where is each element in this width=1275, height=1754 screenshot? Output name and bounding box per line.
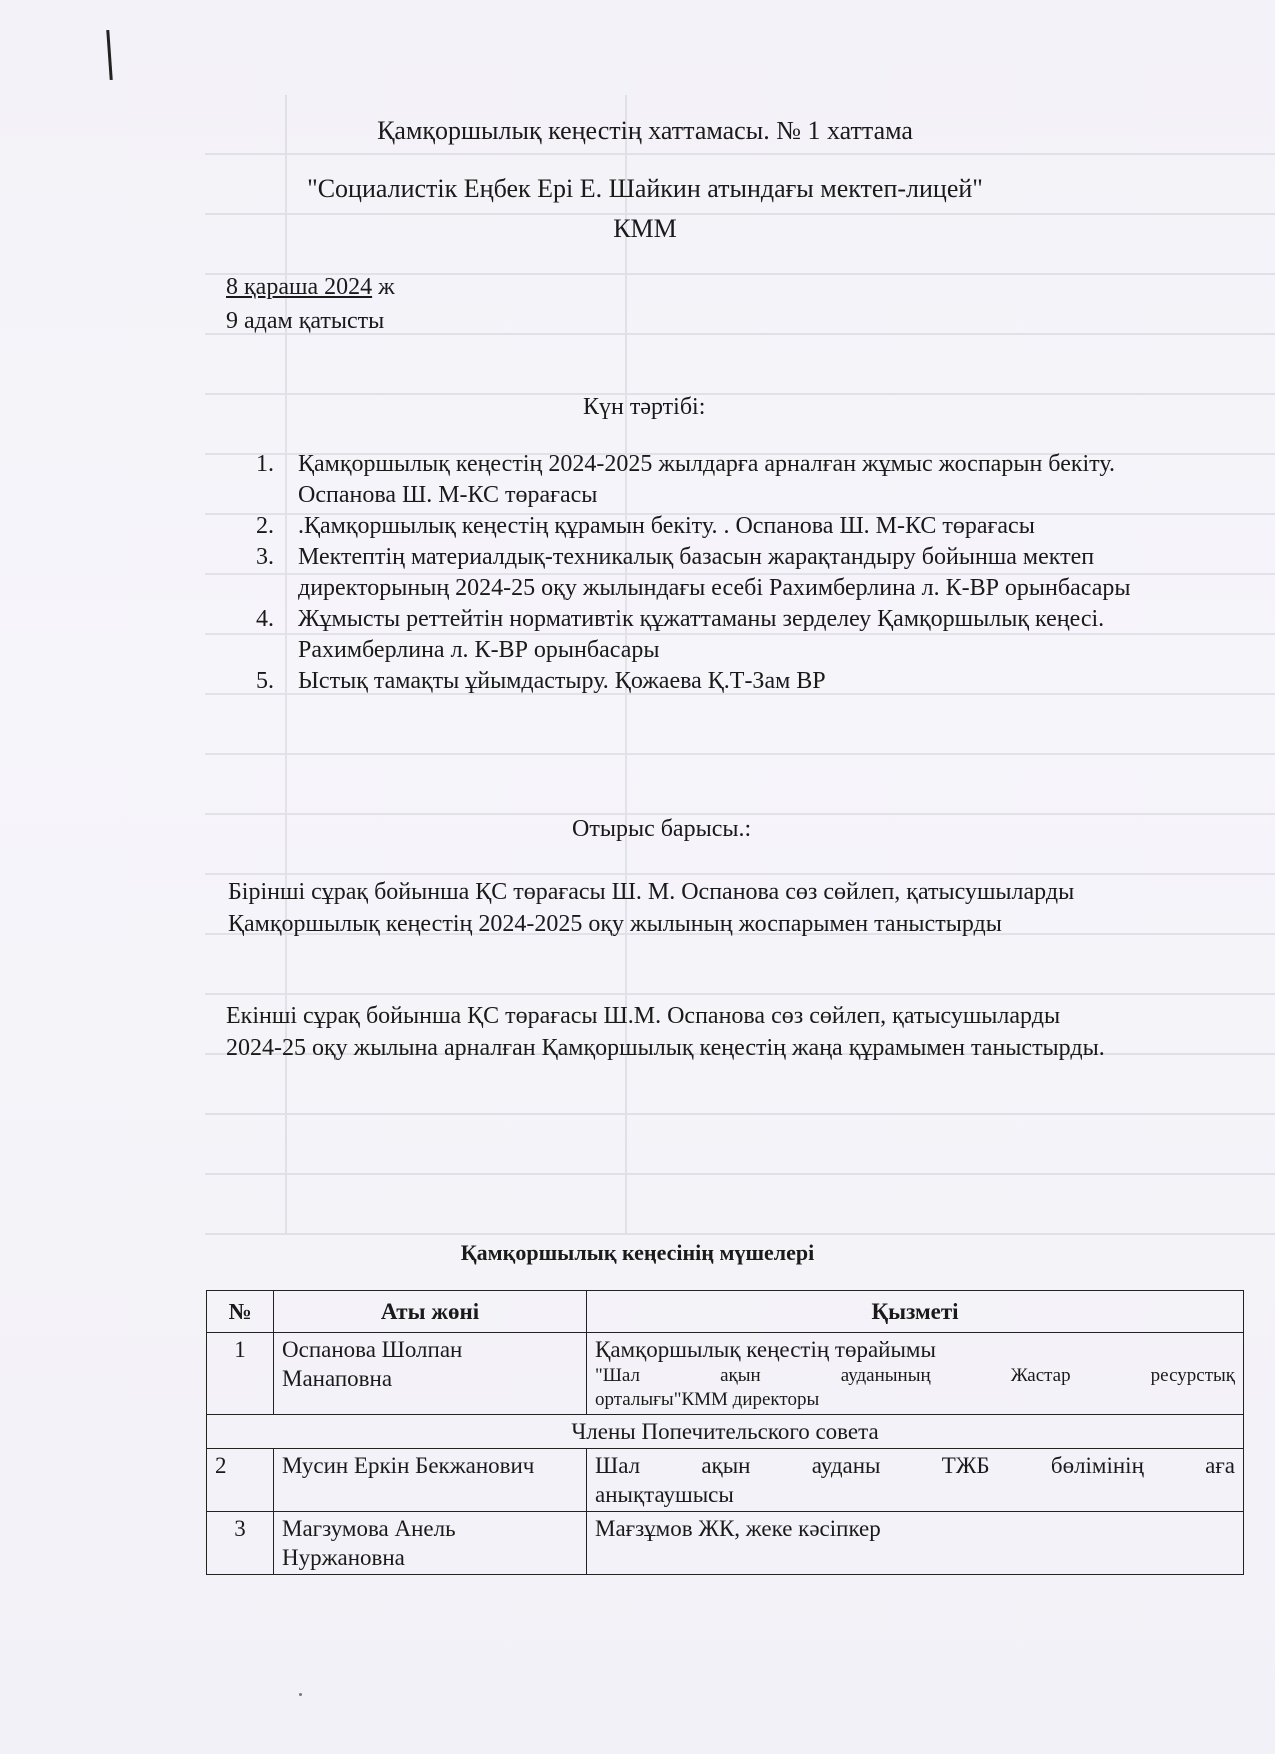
date-suffix: ж [372, 274, 395, 300]
agenda-item-text: Мектептің материалдық-техникалық базасын жарақтандыру бойынша мектеп директорының 2024-25 оқу жылындағы есебі Рахимберлина л. К-ВР орынбасары [298, 544, 1131, 601]
meeting-date [226, 274, 395, 301]
session-paragraph-2: Екінші сұрақ бойынша ҚС төрағасы Ш.М. Оспанова сөз сөйлеп, қатысушыларды 2024-25 оқу жылына арналған Қамқоршылық кеңестің жаңа құрамымен таныстырды. [226, 1003, 1105, 1061]
session-paragraph-1: Бірінші сұрақ бойынша ҚС төрағасы Ш. М. Оспанова сөз сөйлеп, қатысушыларды Қамқоршылық кеңестің 2024-2025 оқу жылының жоспарымен таныстырды [228, 879, 1075, 937]
member-name: Оспанова Шолпан Манаповна [274, 1333, 587, 1415]
protocol-title: Қамқоршылық кеңестің хаттамасы. № 1 хаттама [377, 116, 913, 145]
table-row [207, 1333, 1244, 1415]
members-table [206, 1290, 1244, 1575]
table-row [207, 1449, 1244, 1512]
agenda-item [256, 666, 1136, 697]
column-header-number: № [207, 1291, 274, 1333]
group-label: Члены Попечительского совета [207, 1415, 1244, 1449]
agenda-item-number: 3. [256, 544, 274, 570]
agenda-heading: Күн тәртібі: [583, 394, 706, 420]
member-position: Мағзұмов ЖК, жеке кәсіпкер [587, 1512, 1244, 1575]
agenda-item [256, 449, 1136, 511]
position-line-b: анықтаушысы [595, 1482, 734, 1507]
row-number: 2 [207, 1449, 274, 1512]
table-header-row [207, 1291, 1244, 1333]
position-detail-a: "Шал ақын ауданының Жастар ресурстық [595, 1365, 1235, 1386]
row-number: 3 [207, 1512, 274, 1575]
agenda-item-text: Жұмысты реттейтін нормативтік құжаттаманы зерделеу Қамқоршылық кеңесі. Рахимберлина л. К-ВР орынбасары [298, 606, 1105, 663]
position-title: Қамқоршылық кеңестің төрайымы [595, 1337, 936, 1362]
agenda-item-text: Ыстық тамақты ұйымдастыру. Қожаева Қ.Т-Зам ВР [298, 668, 826, 694]
member-name: Мусин Еркін Бекжанович [274, 1449, 587, 1512]
date-value: 8 қараша 2024 [226, 274, 373, 300]
agenda-item-number: 1. [256, 451, 274, 477]
agenda-item-number: 4. [256, 606, 274, 632]
row-number: 1 [207, 1333, 274, 1415]
agenda-item-text: .Қамқоршылық кеңестің құрамын бекіту. . Оспанова Ш. М-КС төрағасы [298, 513, 1035, 539]
member-position [587, 1333, 1244, 1415]
member-position [587, 1449, 1244, 1512]
column-header-position: Қызметі [587, 1291, 1244, 1333]
ink-dot [299, 1693, 302, 1696]
attendance-count: 9 адам қатысты [226, 308, 385, 334]
agenda-item-number: 5. [256, 668, 274, 694]
member-name: Магзумова Анель Нуржановна [274, 1512, 587, 1575]
school-name: "Социалистік Еңбек Ері Е. Шайкин атындағы мектеп-лицей" [307, 174, 983, 203]
agenda-item [256, 511, 1136, 542]
agenda-item-number: 2. [256, 513, 274, 539]
pen-mark [106, 30, 112, 80]
column-header-name: Аты жөні [274, 1291, 587, 1333]
group-row [207, 1415, 1244, 1449]
agenda-item-text: Қамқоршылық кеңестің 2024-2025 жылдарға арналған жұмыс жоспарын бекіту. Оспанова Ш. М-КС төрағасы [298, 451, 1115, 508]
agenda-list [256, 449, 1136, 697]
session-heading: Отырыс барысы.: [572, 816, 752, 842]
position-line-a: Шал ақын ауданы ТЖБ бөлімінің аға [595, 1453, 1235, 1478]
agenda-item [256, 542, 1136, 604]
school-type: КММ [613, 214, 677, 243]
agenda-item [256, 604, 1136, 666]
position-detail-b: орталығы"КММ директоры [595, 1389, 820, 1410]
table-row [207, 1512, 1244, 1575]
members-heading: Қамқоршылық кеңесінің мүшелері [460, 1240, 815, 1265]
